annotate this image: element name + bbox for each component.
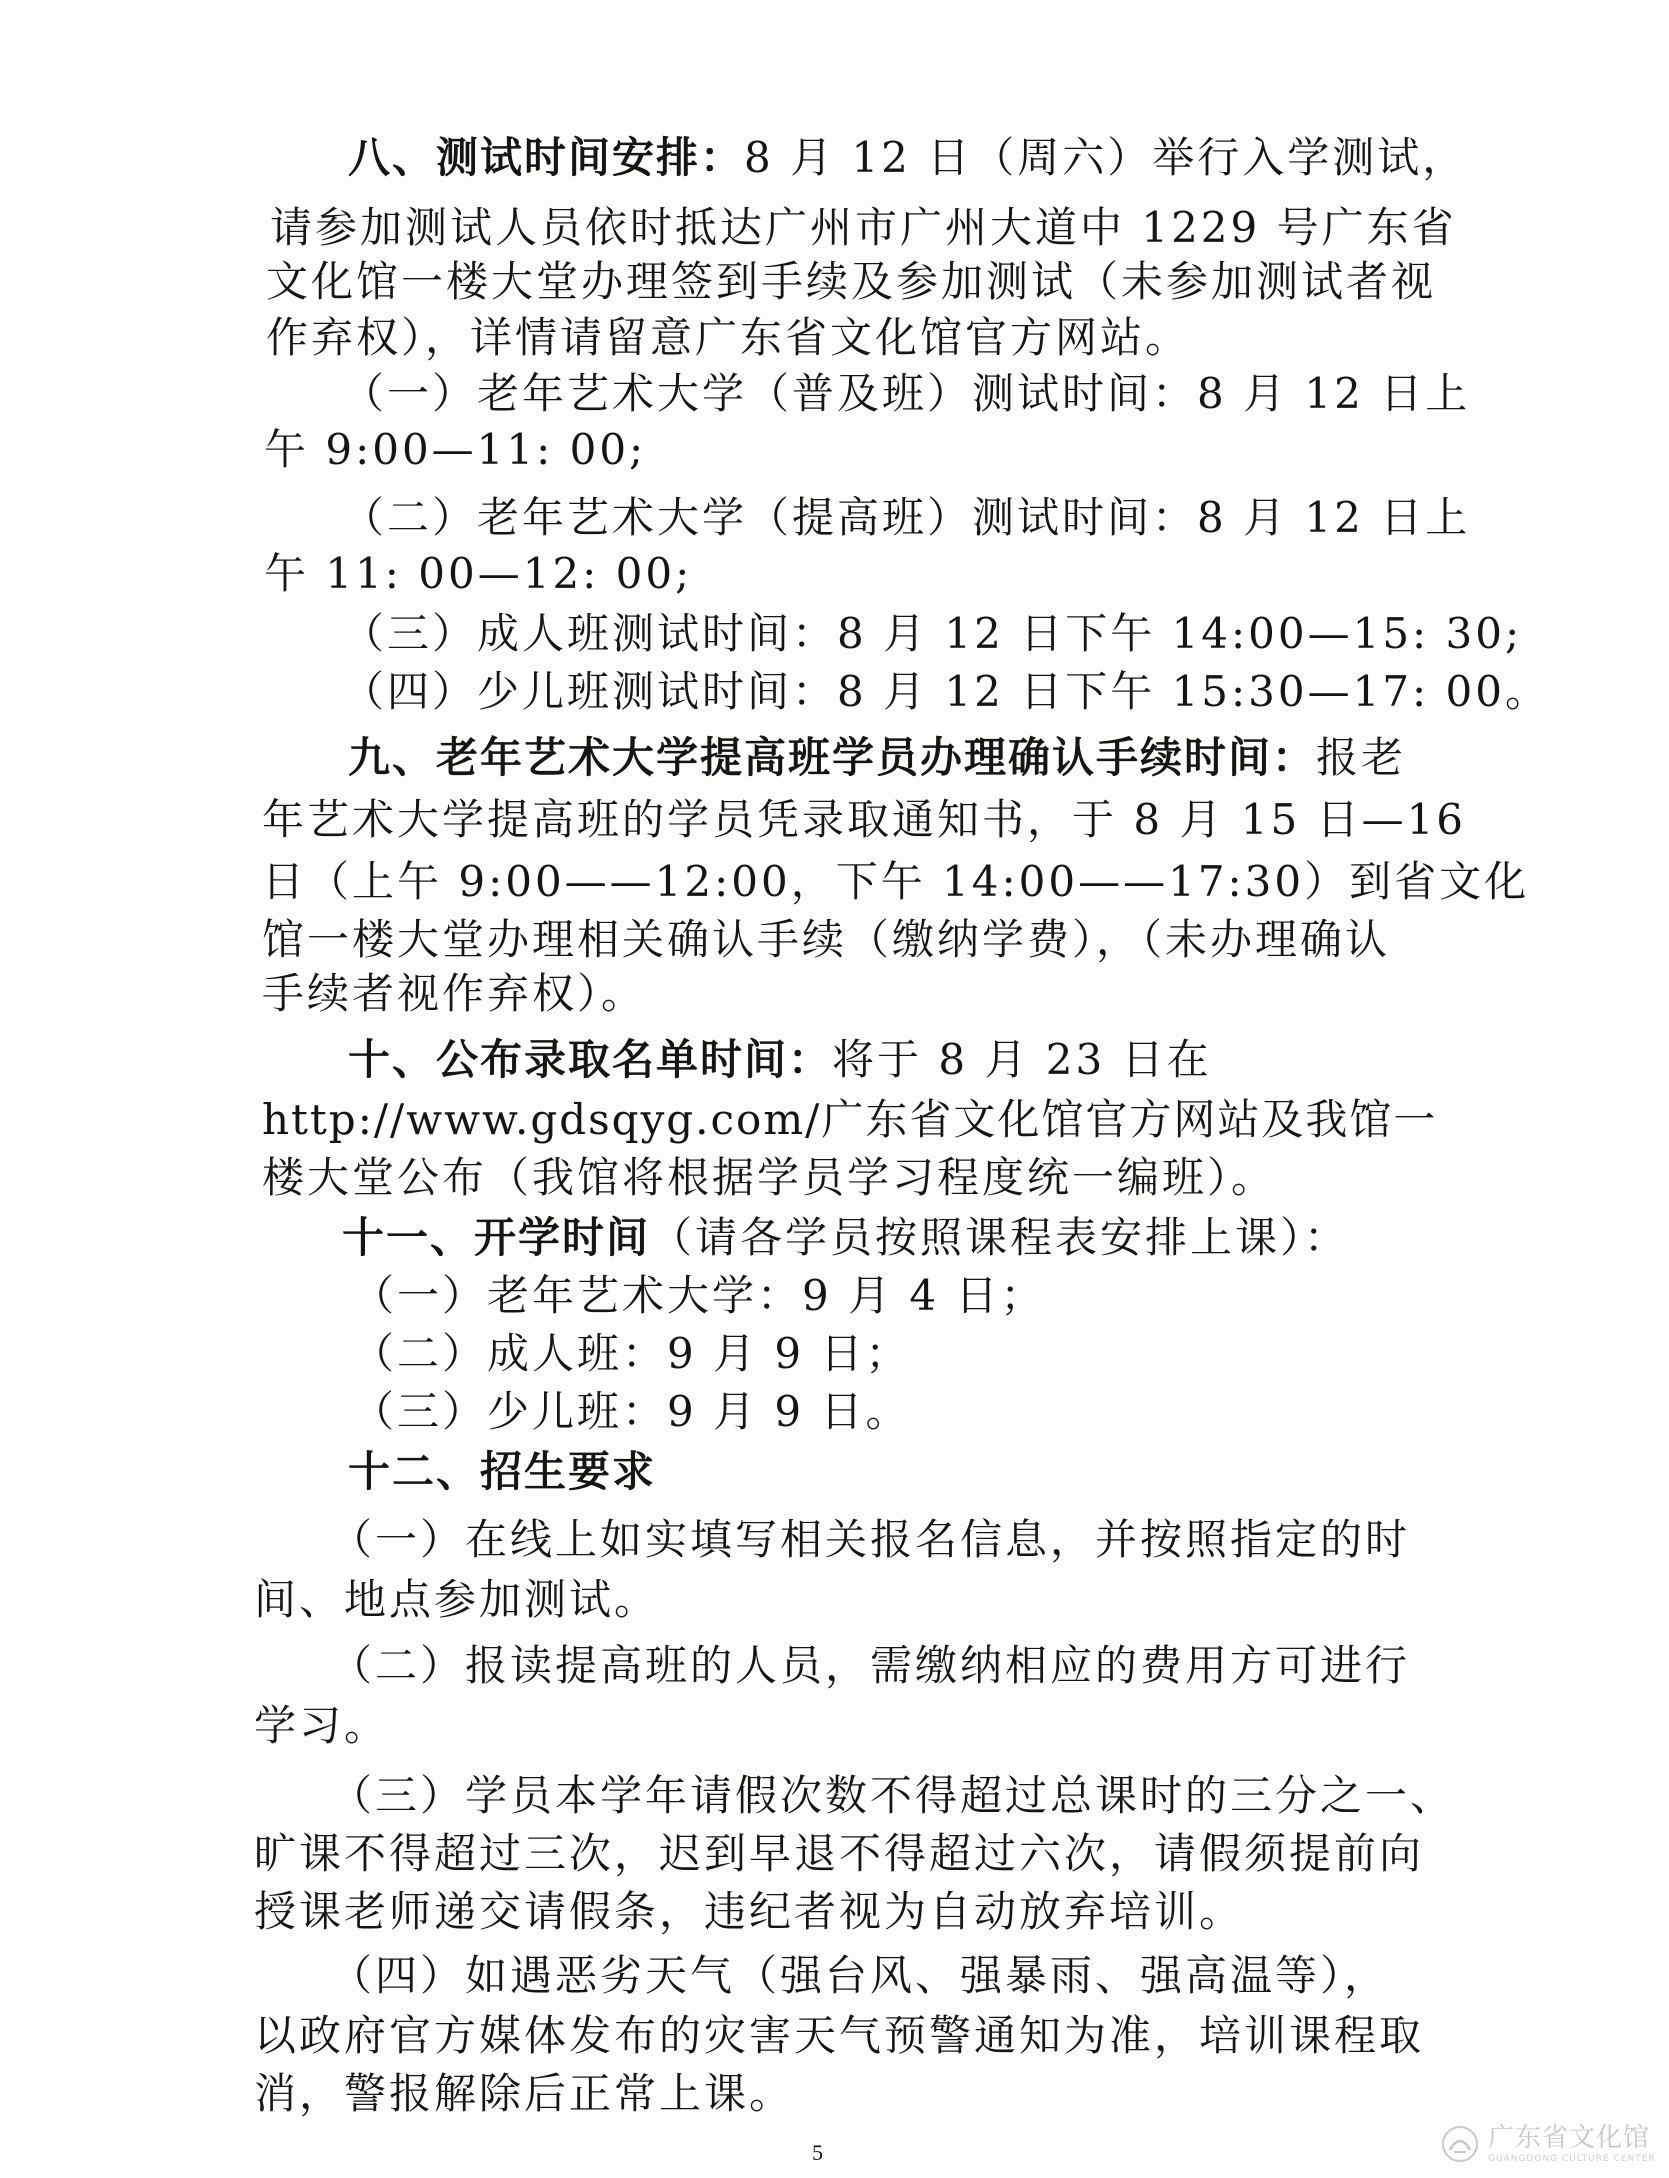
section-9-line-4: 馆一楼大堂办理相关确认手续（缴纳学费），（未办理确认 <box>262 915 1391 964</box>
section-12-item-3b: 旷课不得超过三次，迟到早退不得超过六次，请假须提前向 <box>254 1829 1425 1878</box>
section-12-item-3a: （三）学员本学年请假次数不得超过总课时的三分之一、 <box>330 1771 1456 1820</box>
section-12-heading: 十二、招生要求 <box>348 1447 657 1496</box>
section-10-line-1: 十、公布录取名单时间：将于 8 月 23 日在 <box>348 1035 1212 1084</box>
section-8-item-1b: 午 9:00—11: 00; <box>264 425 647 474</box>
section-8-line-4: 作弃权），详情请留意广东省文化馆官方网站。 <box>266 313 1191 362</box>
section-8-item-2a: （二）老年艺术大学（提高班）测试时间：8 月 12 日上 <box>342 493 1471 542</box>
section-8-line-3: 文化馆一楼大堂办理签到手续及参加测试（未参加测试者视 <box>266 257 1437 306</box>
section-11-line-1 <box>342 1210 1349 1266</box>
section-11-note: （请各学员按照课程表安排上课）： <box>650 1213 1350 1262</box>
section-10-heading: 十、公布录取名单时间： <box>348 1035 833 1084</box>
section-8-item-2b: 午 11: 00—12: 00; <box>264 549 693 598</box>
section-12-item-2a: （二）报读提高班的人员，需缴纳相应的费用方可进行 <box>330 1641 1411 1690</box>
section-12-item-4b: 以政府官方媒体发布的灾害天气预警通知为准，培训课程取 <box>254 2011 1425 2060</box>
section-11-item-3: （三）少儿班：9 月 9 日。 <box>352 1387 911 1436</box>
section-9-line-5: 手续者视作弃权）。 <box>262 969 647 1018</box>
watermark-text-en: GUANGDONG CULTURE CENTER <box>1488 2154 1656 2164</box>
watermark-text-cn: 广东省文化馆 <box>1488 2123 1651 2153</box>
section-12-item-4a: （四）如遇恶劣天气（强台风、强暴雨、强高温等）， <box>330 1951 1390 2000</box>
section-12-item-1b: 间、地点参加测试。 <box>254 1575 660 1624</box>
section-8-item-4: （四）少儿班测试时间：8 月 12 日下午 15:30—17: 00。 <box>342 667 1550 716</box>
watermark <box>1440 2116 1660 2172</box>
section-11-item-2: （二）成人班：9 月 9 日； <box>352 1329 911 1378</box>
section-9-line-2: 年艺术大学提高班的学员凭录取通知书，于 8 月 15 日—16 <box>262 795 1467 844</box>
section-11-item-1: （一）老年艺术大学：9 月 4 日； <box>352 1271 1046 1320</box>
section-8-line-2: 请参加测试人员依时抵达广州市广州大道中 1229 号广东省 <box>270 203 1457 252</box>
section-9-heading: 九、老年艺术大学提高班学员办理确认手续时间： <box>348 733 1317 782</box>
section-10-line-3: 楼大堂公布（我馆将根据学员学习程度统一编班）。 <box>262 1153 1277 1202</box>
section-12-item-1a: （一）在线上如实填写相关报名信息，并按照指定的时 <box>330 1515 1411 1564</box>
section-8-item-1a: （一）老年艺术大学（普及班）测试时间：8 月 12 日上 <box>342 369 1471 418</box>
section-9-line-3: 日（上午 9:00——12:00，下午 14:00——17:30）到省文化 <box>262 857 1530 906</box>
section-12-item-2b: 学习。 <box>254 1701 390 1750</box>
culture-center-logo-icon <box>1440 2124 1480 2164</box>
section-10-line-2: http://www.gdsqyg.com/广东省文化馆官方网站及我馆一 <box>262 1095 1438 1144</box>
section-8-line-1: 八、测试时间安排：8 月 12 日（周六）举行入学测试， <box>348 133 1468 182</box>
section-8-item-3: （三）成人班测试时间：8 月 12 日下午 14:00—15: 30; <box>342 609 1523 658</box>
section-9-line-1: 九、老年艺术大学提高班学员办理确认手续时间：报老 <box>348 733 1407 782</box>
section-12-line-1 <box>348 1444 656 1500</box>
section-11-heading: 十一、开学时间 <box>342 1213 651 1262</box>
section-12-item-3c: 授课老师递交请假条，违纪者视为自动放弃培训。 <box>254 1887 1245 1936</box>
page-number: 5 <box>812 2140 823 2165</box>
section-12-item-4c: 消，警报解除后正常上课。 <box>254 2069 795 2118</box>
section-8-heading: 八、测试时间安排： <box>348 133 745 182</box>
